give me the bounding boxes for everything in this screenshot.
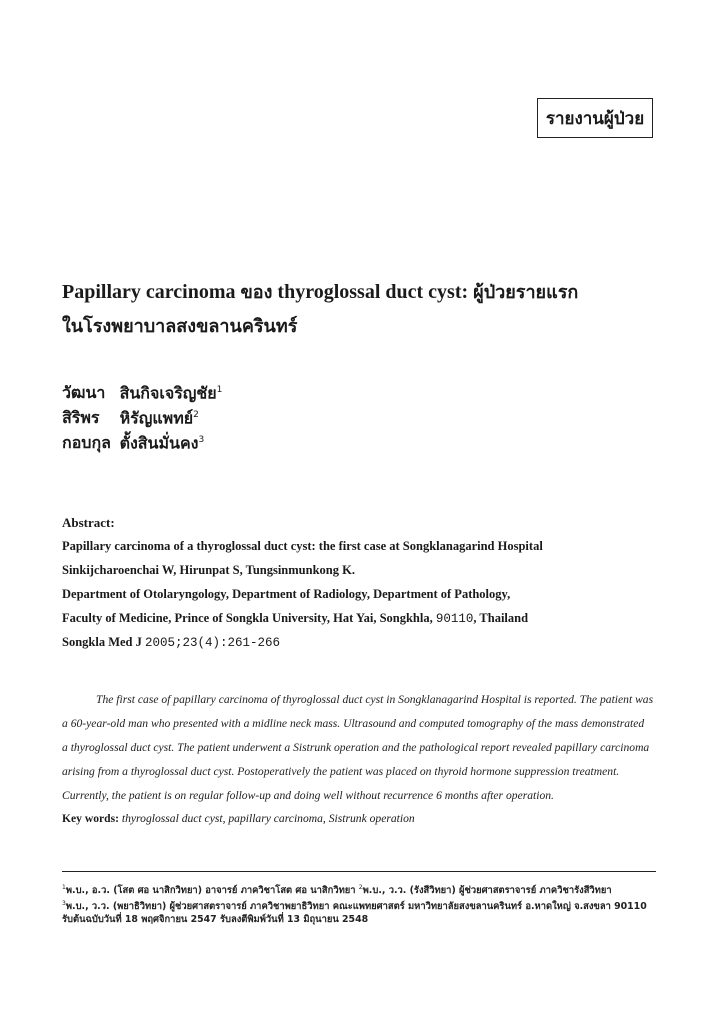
abstract-departments: Department of Otolaryngology, Department of Radiology, Department of Pathology, <box>62 587 511 601</box>
author-list <box>62 378 222 453</box>
affiliation-mark: 2 <box>193 410 199 420</box>
footnotes <box>62 880 647 928</box>
footnote-line-2 <box>62 896 647 912</box>
footnote-dates: รับต้นฉบับวันที่ 18 พฤศจิกายน 2547 รับลงตีพิมพ์วันที่ 13 มิถุนายน 2548 <box>62 914 369 925</box>
citation-reference: 2005;23(4):261-266 <box>145 636 281 650</box>
keywords <box>62 812 415 825</box>
footnote-mark: 1 <box>62 884 66 891</box>
title-line-2: ในโรงพยาบาลสงขลานครินทร์ <box>62 316 298 337</box>
citation-journal: Songkla Med J <box>62 635 146 649</box>
author-given-name: สิริพร <box>62 408 100 428</box>
faculty-postcode: 90110 <box>435 612 474 626</box>
faculty-country: , Thailand <box>473 611 529 625</box>
author-surname: สินกิจเจริญชัย <box>119 383 217 403</box>
author-1 <box>62 378 222 403</box>
author-surname: หิรัญแพทย์ <box>119 408 194 428</box>
section-label-box <box>537 98 653 138</box>
article-title <box>62 275 662 344</box>
footnote-affiliation-2: พ.บ., ว.ว. (รังสีวิทยา) ผู้ช่วยศาสตราจารย์ ภาควิชารังสีวิทยา <box>362 885 612 897</box>
title-line-1 <box>62 275 662 310</box>
section-label: รายงานผู้ป่วย <box>545 108 645 129</box>
abstract-title-en: Papillary carcinoma of a thyroglossal duct cyst: the first case at Songklanagarind Hospital <box>62 539 543 553</box>
footnote-mark: 2 <box>358 884 363 891</box>
body-line: a 60-year-old man who presented with a midline neck mass. Ultrasound and computed tomography of the mass demonstrated <box>62 717 645 730</box>
affiliation-mark: 1 <box>216 385 223 395</box>
abstract-citation <box>62 630 662 654</box>
author-given-name: กอบกุล <box>62 433 111 453</box>
body-line: arising from a thyroglossal duct cyst. Postoperatively the patient was placed on thyroid hormone suppression treatment. <box>62 765 620 778</box>
title-th-part-2: ผู้ป่วยรายแรก <box>473 282 579 303</box>
abstract-heading: Abstract: <box>62 515 115 530</box>
abstract-body <box>62 688 658 808</box>
body-line: Currently, the patient is on regular follow-up and doing well without recurrence 6 months after operation. <box>62 789 554 802</box>
abstract-faculty <box>62 606 662 630</box>
footnote-affiliation-3: พ.บ., ว.ว. (พยาธิวิทยา) ผู้ช่วยศาสตราจารย์ ภาควิชาพยาธิวิทยา คณะแพทยศาสตร์ มหาวิทยาลัยสงขลานครินทร์ อ.หาดใหญ่ จ.สงขลา 90110 <box>65 901 647 913</box>
author-3 <box>62 428 222 453</box>
footnote-affiliation-1: พ.บ., อ.ว. (โสต ศอ นาสิกวิทยา) อาจารย์ ภาควิชาโสต ศอ นาสิกวิทยา <box>65 885 359 897</box>
abstract-header-block <box>62 512 662 654</box>
author-given-name: วัฒนา <box>62 383 106 403</box>
body-line: a thyroglossal duct cyst. The patient underwent a Sistrunk operation and the pathological report revealed papillary carcinoma <box>62 741 650 754</box>
affiliation-mark: 3 <box>198 435 205 445</box>
title-en-part-2: thyroglossal duct cyst: <box>272 281 474 303</box>
title-en-part-1: Papillary carcinoma <box>62 281 241 303</box>
author-2 <box>62 403 222 428</box>
body-line: The first case of papillary carcinoma of thyroglossal duct cyst in Songklanagarind Hospital is reported. The patient was <box>96 693 654 706</box>
title-th-part-1: ของ <box>240 282 273 303</box>
footnote-divider <box>62 871 656 872</box>
keywords-text: thyroglossal duct cyst, papillary carcinoma, Sistrunk operation <box>119 812 415 825</box>
footnote-mark: 3 <box>62 900 66 907</box>
abstract-authors-en: Sinkijcharoenchai W, Hirunpat S, Tungsinmunkong K. <box>62 563 355 577</box>
faculty-text: Faculty of Medicine, Prince of Songkla University, Hat Yai, Songkhla, <box>62 611 436 625</box>
keywords-label: Key words: <box>62 812 119 825</box>
footnote-line-1 <box>62 880 647 896</box>
author-surname: ตั้งสินมั่นคง <box>119 433 199 453</box>
